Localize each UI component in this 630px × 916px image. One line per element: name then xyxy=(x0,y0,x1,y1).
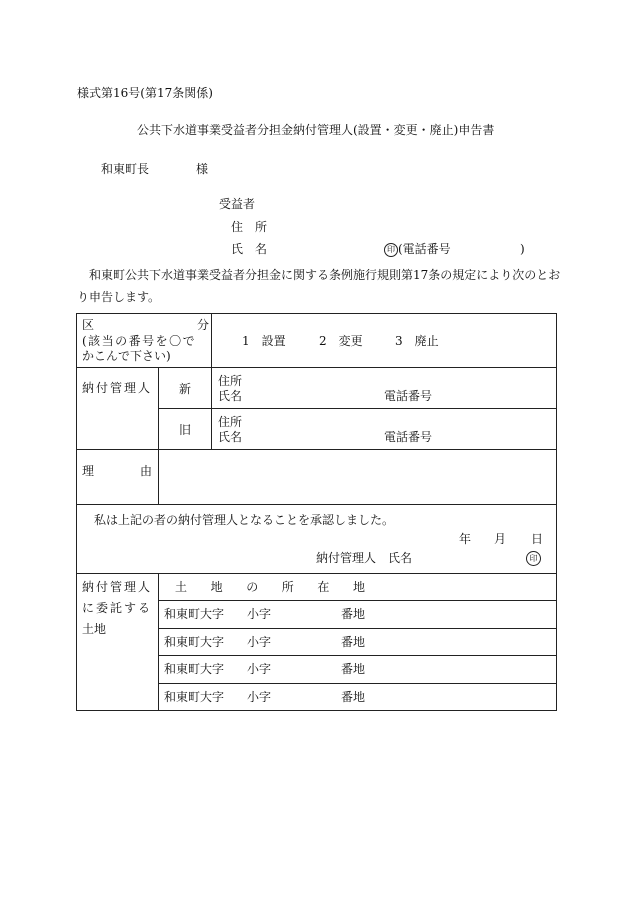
applicant-heading: 受益者 xyxy=(219,197,256,211)
manager-new-phone-label: 電話番号 xyxy=(384,389,433,403)
kubun-note-line-1: (該当の番号を〇で xyxy=(82,334,197,348)
applicant-phone-block xyxy=(384,242,451,257)
kubun-option-install[interactable]: 1 設置 xyxy=(242,334,286,348)
manager-old-address-label: 住所 xyxy=(218,415,243,429)
form-number: 様式第16号(第17条関係) xyxy=(77,86,213,100)
applicant-phone-close: ) xyxy=(520,242,525,256)
form-title: 公共下水道事業受益者分担金納付管理人(設置・変更・廃止)申告書 xyxy=(137,123,495,137)
manager-old-phone-label: 電話番号 xyxy=(384,430,433,444)
applicant-name-label: 氏 名 xyxy=(231,242,268,256)
land-row-koaza: 小字 xyxy=(247,662,272,676)
land-label-line-2: に委託する xyxy=(82,601,153,615)
manager-label: 納付管理人 xyxy=(82,381,153,395)
kubun-label: 区 分 xyxy=(82,318,209,332)
seal-mark-icon: 印 xyxy=(384,243,398,257)
land-row-oaza: 和東町大字 xyxy=(164,662,225,676)
land-row-koaza: 小字 xyxy=(247,607,272,621)
reason-label: 理 由 xyxy=(82,464,152,478)
manager-new-address-label: 住所 xyxy=(218,374,243,388)
addressee-honorific: 様 xyxy=(196,162,209,176)
addressee-name: 和東町長 xyxy=(101,162,150,176)
manager-new-label: 新 xyxy=(179,382,192,396)
kubun-note-line-2: かこんで下さい) xyxy=(82,349,171,363)
consent-signer-label: 納付管理人 氏名 xyxy=(316,551,413,565)
consent-text: 私は上記の者の納付管理人となることを承認しました。 xyxy=(94,513,395,527)
land-row-banchi: 番地 xyxy=(341,690,366,704)
land-row-banchi: 番地 xyxy=(341,607,366,621)
land-row-oaza: 和東町大字 xyxy=(164,635,225,649)
kubun-option-abolish[interactable]: 3 廃止 xyxy=(395,334,439,348)
land-row-banchi: 番地 xyxy=(341,635,366,649)
intro-line-1: 和東町公共下水道事業受益者分担金に関する条例施行規則第17条の規定により次のとお xyxy=(89,268,561,282)
applicant-phone-label: (電話番号 xyxy=(398,242,451,256)
consent-seal-icon: 印 xyxy=(526,551,541,566)
intro-line-2: り申告します。 xyxy=(77,290,161,304)
land-header: 土 地 の 所 在 地 xyxy=(175,580,365,594)
manager-old-name-label: 氏名 xyxy=(218,430,243,444)
land-row-banchi: 番地 xyxy=(341,662,366,676)
manager-old-label: 旧 xyxy=(179,423,192,437)
manager-new-name-label: 氏名 xyxy=(218,389,243,403)
land-label-line-3: 土地 xyxy=(82,622,107,636)
land-label-line-1: 納付管理人 xyxy=(82,580,153,594)
kubun-option-change[interactable]: 2 変更 xyxy=(319,334,363,348)
consent-day: 日 xyxy=(531,532,544,546)
consent-year: 年 xyxy=(459,532,472,546)
land-row-oaza: 和東町大字 xyxy=(164,690,225,704)
applicant-address-label: 住 所 xyxy=(231,220,268,234)
land-row-oaza: 和東町大字 xyxy=(164,607,225,621)
land-row-koaza: 小字 xyxy=(247,690,272,704)
consent-month: 月 xyxy=(494,532,507,546)
land-row-koaza: 小字 xyxy=(247,635,272,649)
